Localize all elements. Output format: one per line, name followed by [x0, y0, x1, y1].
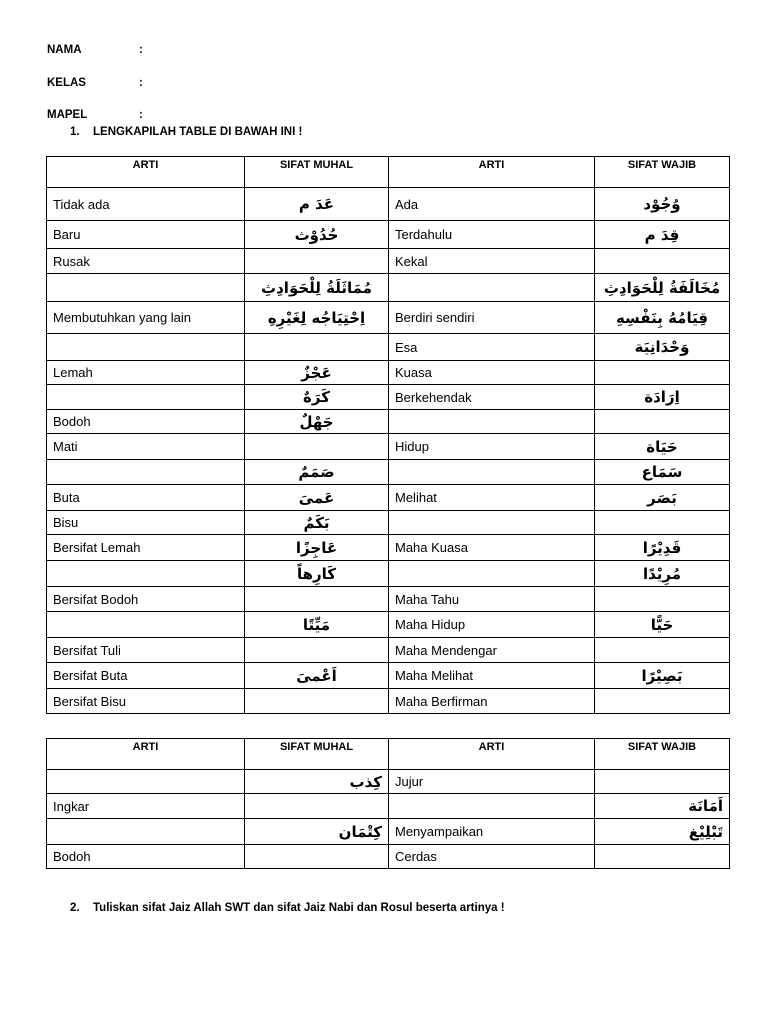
sifat-table-1: [46, 156, 730, 714]
arti-wajib-cell: [389, 561, 595, 587]
sifat-muhal-cell: بَكَمٌ: [245, 511, 389, 535]
sifat-muhal-cell: [245, 587, 389, 612]
sifat-muhal-cell: عَجْزٌ: [245, 361, 389, 385]
sifat-wajib-cell: مُرِيْدًا: [595, 561, 730, 587]
sifat-muhal-cell: عَاجِزًا: [245, 535, 389, 561]
table-row: [47, 334, 730, 361]
sifat-wajib-cell: قَدِيْرًا: [595, 535, 730, 561]
table-row: [47, 385, 730, 410]
question-2-number: 2.: [70, 902, 80, 914]
table-row: [47, 511, 730, 535]
nama-colon: :: [139, 44, 143, 56]
arti-muhal-cell: Bersifat Bisu: [47, 689, 245, 714]
arti-wajib-cell: Maha Melihat: [389, 663, 595, 689]
arti-muhal-cell: Bisu: [47, 511, 245, 535]
sifat-wajib-cell: [595, 410, 730, 434]
sifat-wajib-header: SIFAT WAJIB: [595, 739, 730, 770]
sifat-muhal-cell: كَارِهاً: [245, 561, 389, 587]
arti-wajib-cell: Maha Mendengar: [389, 638, 595, 663]
sifat-wajib-cell: قِدَ م: [595, 221, 730, 249]
arti-muhal-cell: [47, 460, 245, 485]
sifat-muhal-header: SIFAT MUHAL: [245, 739, 389, 770]
mapel-line: [47, 109, 143, 121]
sifat-muhal-cell: جَهْلٌ: [245, 410, 389, 434]
nama-label: NAMA: [47, 44, 82, 56]
table-row: [47, 794, 730, 819]
sifat-muhal-cell: مَيِّتًا: [245, 612, 389, 638]
table-row: [47, 770, 730, 794]
sifat-muhal-header: SIFAT MUHAL: [245, 157, 389, 188]
sifat-muhal-cell: [245, 845, 389, 869]
table-row: [47, 434, 730, 460]
sifat-wajib-cell: حَيًّا: [595, 612, 730, 638]
arti-muhal-cell: Bersifat Tuli: [47, 638, 245, 663]
arti-muhal-cell: Bodoh: [47, 845, 245, 869]
arti-wajib-cell: [389, 460, 595, 485]
mapel-colon: :: [139, 109, 143, 121]
table-row: [47, 638, 730, 663]
table-row: [47, 361, 730, 385]
arti-wajib-cell: Berdiri sendiri: [389, 302, 595, 334]
kelas-colon: :: [139, 77, 143, 89]
sifat-wajib-cell: تَبْلِيْغ: [595, 819, 730, 845]
arti-wajib-cell: Hidup: [389, 434, 595, 460]
arti-muhal-cell: [47, 385, 245, 410]
arti-wajib-cell: Jujur: [389, 770, 595, 794]
sifat-muhal-cell: عَمىَ: [245, 485, 389, 511]
arti-muhal-cell: [47, 770, 245, 794]
sifat-muhal-cell: [245, 249, 389, 274]
arti-muhal-cell: Baru: [47, 221, 245, 249]
sifat-table-2: [46, 738, 730, 869]
arti-wajib-cell: Menyampaikan: [389, 819, 595, 845]
sifat-muhal-cell: اَعْمىَ: [245, 663, 389, 689]
arti-muhal-cell: [47, 274, 245, 302]
table-row: [47, 612, 730, 638]
arti-muhal-cell: Bersifat Lemah: [47, 535, 245, 561]
arti-wajib-cell: Esa: [389, 334, 595, 361]
sifat-wajib-cell: مُخَالَفَةُ لِلْحَوَادِثِ: [595, 274, 730, 302]
table-row: [47, 819, 730, 845]
arti-wajib-cell: [389, 794, 595, 819]
table-row: [47, 587, 730, 612]
table-row: [47, 561, 730, 587]
arti-muhal-cell: Mati: [47, 434, 245, 460]
arti-wajib-cell: Terdahulu: [389, 221, 595, 249]
arti-header-2: ARTI: [389, 157, 595, 188]
table-row: [47, 535, 730, 561]
sifat-muhal-cell: كَرَهٌ: [245, 385, 389, 410]
sifat-muhal-cell: حُدُوْث: [245, 221, 389, 249]
arti-wajib-cell: Maha Kuasa: [389, 535, 595, 561]
arti-muhal-cell: [47, 612, 245, 638]
question-1: [70, 126, 302, 138]
arti-muhal-cell: Bersifat Bodoh: [47, 587, 245, 612]
sifat-wajib-cell: [595, 638, 730, 663]
mapel-label: MAPEL: [47, 109, 88, 121]
table-row: [47, 845, 730, 869]
arti-muhal-cell: Ingkar: [47, 794, 245, 819]
sifat-wajib-cell: بَصِيْرًا: [595, 663, 730, 689]
arti-muhal-cell: [47, 561, 245, 587]
arti-header-1: ARTI: [47, 157, 245, 188]
question-2: [70, 902, 505, 914]
sifat-muhal-cell: [245, 638, 389, 663]
sifat-muhal-cell: صَمَمٌ: [245, 460, 389, 485]
table-row: [47, 302, 730, 334]
sifat-muhal-cell: [245, 794, 389, 819]
table-header-row: [47, 739, 730, 770]
table-header-row: [47, 157, 730, 188]
arti-muhal-cell: Bersifat Buta: [47, 663, 245, 689]
arti-muhal-cell: Tidak ada: [47, 188, 245, 221]
arti-muhal-cell: [47, 819, 245, 845]
sifat-wajib-cell: [595, 511, 730, 535]
sifat-wajib-cell: [595, 689, 730, 714]
sifat-wajib-cell: حَيَاة: [595, 434, 730, 460]
sifat-muhal-cell: كِذب: [245, 770, 389, 794]
sifat-muhal-cell: كِتْمَان: [245, 819, 389, 845]
sifat-muhal-cell: عَدَ م: [245, 188, 389, 221]
arti-wajib-cell: Kekal: [389, 249, 595, 274]
kelas-label: KELAS: [47, 77, 86, 89]
table-row: [47, 249, 730, 274]
sifat-wajib-cell: اِرَادَة: [595, 385, 730, 410]
table-row: [47, 410, 730, 434]
table-row: [47, 221, 730, 249]
question-2-text: Tuliskan sifat Jaiz Allah SWT dan sifat Jaiz Nabi dan Rosul beserta artinya !: [93, 902, 505, 914]
arti-wajib-cell: Berkehendak: [389, 385, 595, 410]
arti-wajib-cell: Cerdas: [389, 845, 595, 869]
arti-wajib-cell: [389, 511, 595, 535]
sifat-muhal-cell: [245, 334, 389, 361]
arti-header-1: ARTI: [47, 739, 245, 770]
arti-wajib-cell: [389, 410, 595, 434]
sifat-wajib-cell: [595, 845, 730, 869]
sifat-wajib-cell: [595, 770, 730, 794]
sifat-wajib-cell: اَمَانَة: [595, 794, 730, 819]
sifat-wajib-cell: [595, 361, 730, 385]
arti-header-2: ARTI: [389, 739, 595, 770]
sifat-wajib-cell: [595, 249, 730, 274]
sifat-wajib-cell: سَمَاع: [595, 460, 730, 485]
sifat-wajib-header: SIFAT WAJIB: [595, 157, 730, 188]
sifat-muhal-cell: [245, 689, 389, 714]
sifat-muhal-cell: اِحْتِيَاجُه لِغَيْرِهِ: [245, 302, 389, 334]
arti-muhal-cell: Membutuhkan yang lain: [47, 302, 245, 334]
sifat-muhal-cell: [245, 434, 389, 460]
question-1-text: LENGKAPILAH TABLE DI BAWAH INI !: [93, 126, 303, 138]
table-row: [47, 663, 730, 689]
arti-muhal-cell: [47, 334, 245, 361]
arti-muhal-cell: Bodoh: [47, 410, 245, 434]
table-row: [47, 689, 730, 714]
arti-wajib-cell: Kuasa: [389, 361, 595, 385]
arti-wajib-cell: Maha Tahu: [389, 587, 595, 612]
arti-muhal-cell: Rusak: [47, 249, 245, 274]
arti-wajib-cell: Maha Hidup: [389, 612, 595, 638]
table-row: [47, 188, 730, 221]
table-row: [47, 485, 730, 511]
table-row: [47, 460, 730, 485]
arti-wajib-cell: [389, 274, 595, 302]
arti-muhal-cell: Buta: [47, 485, 245, 511]
sifat-wajib-cell: [595, 587, 730, 612]
sifat-muhal-cell: مُمَاثَلَةُ لِلْحَوَادِثِ: [245, 274, 389, 302]
question-1-number: 1.: [70, 126, 80, 138]
arti-wajib-cell: Maha Berfirman: [389, 689, 595, 714]
arti-wajib-cell: Ada: [389, 188, 595, 221]
sifat-wajib-cell: قِيَامُهُ بِنَفْسِهِ: [595, 302, 730, 334]
arti-muhal-cell: Lemah: [47, 361, 245, 385]
sifat-wajib-cell: وَحْدَانِيَة: [595, 334, 730, 361]
arti-wajib-cell: Melihat: [389, 485, 595, 511]
table-row: [47, 274, 730, 302]
sifat-wajib-cell: وُجُوْد: [595, 188, 730, 221]
kelas-line: [47, 77, 143, 89]
sifat-wajib-cell: بَصَر: [595, 485, 730, 511]
nama-line: [47, 44, 143, 56]
